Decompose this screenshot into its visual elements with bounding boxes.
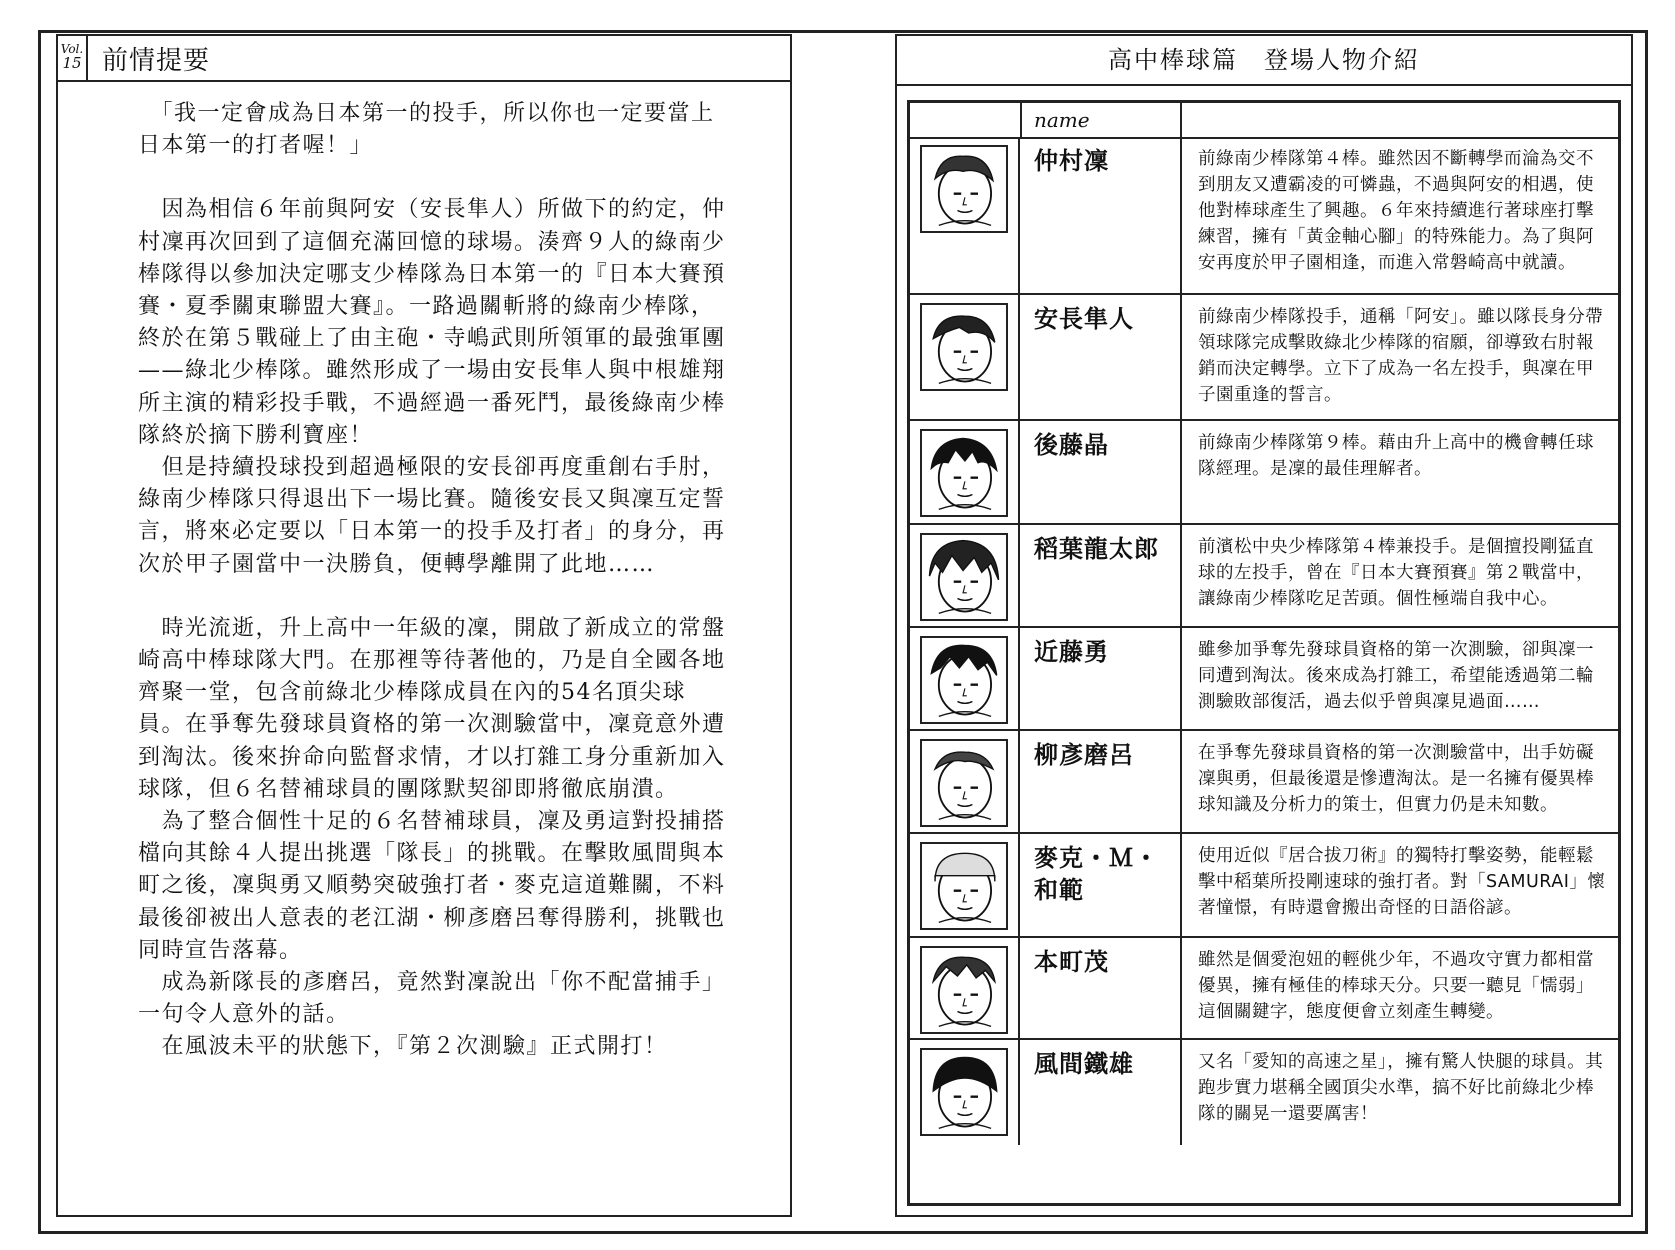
summary-header (58, 36, 790, 82)
character-description: 又名「愛知的高速之星」，擁有驚人快腿的球員。其跑步實力堪稱全國頂尖水準，搞不好比前綠北少棒隊的關晃一還要厲害！ (1198, 1052, 1604, 1124)
character-name: 仲村凜 (1022, 137, 1182, 293)
portrait-anaga-image (920, 303, 1008, 391)
character-row (910, 731, 1618, 834)
portrait-cell (910, 421, 1020, 523)
character-row (910, 834, 1618, 938)
header-name-cell: name (1022, 103, 1182, 137)
portrait-goto-image (920, 429, 1008, 517)
header-portrait-cell (910, 103, 1022, 137)
summary-body (138, 98, 728, 1064)
character-name: 安長隼人 (1022, 295, 1182, 419)
character-name: 柳彥磨呂 (1022, 731, 1182, 832)
summary-paragraph: 在風波未平的狀態下，『第２次測驗』正式開打！ (138, 1034, 668, 1060)
character-row (910, 938, 1618, 1040)
character-table (907, 100, 1621, 1206)
volume-prefix: Vol. (60, 42, 84, 56)
table-header (910, 103, 1618, 139)
portrait-cell (910, 295, 1020, 419)
character-name: 麥克・Ｍ・和範 (1022, 834, 1182, 936)
character-name: 近藤勇 (1022, 628, 1182, 729)
summary-paragraph: 時光流逝，升上高中一年級的凜，開啟了新成立的常盤崎高中棒球隊大門。在那裡等待著他的，乃是自全國各地齊聚一堂，包含前綠北少棒隊成員在內的54名頂尖球員。在爭奪先發球員資格的第一次測驗當中，凜竟意外遭到淘汰。後來拚命向監督求情，才以打雜工身分重新加入球隊，但６名替補球員的團隊默契卻即將徹底崩潰。 (138, 615, 726, 802)
summary-title: 前情提要 (102, 46, 211, 76)
summary-paragraph: 但是持續投球投到超過極限的安長卻再度重創右手肘，綠南少棒隊只得退出下一場比賽。隨後安長又與凜互定誓言，將來必定要以「日本第一的投手及打者」的身分，再次於甲子園當中一決勝負，便轉學離開了此地…… (138, 455, 726, 577)
portrait-honmachi-image (920, 946, 1008, 1034)
summary-page (56, 34, 792, 1217)
portrait-cell (910, 834, 1020, 936)
portrait-yanagi-image (920, 739, 1008, 827)
portrait-mike-image (920, 842, 1008, 930)
character-description: 前綠南少棒隊第９棒。藉由升上高中的機會轉任球隊經理。是凜的最佳理解者。 (1198, 433, 1594, 479)
character-row (910, 421, 1618, 525)
character-row (910, 525, 1618, 628)
character-description: 雖參加爭奪先發球員資格的第一次測驗，卻與凜一同遭到淘汰。後來成為打雜工，希望能透過第二輪測驗敗部復活，過去似乎曾與凜見過面…… (1198, 640, 1594, 712)
summary-paragraph: 「我一定會成為日本第一的投手，所以你也一定要當上日本第一的打者喔！」 (138, 101, 715, 159)
volume-label (58, 36, 88, 80)
character-description: 前綠南少棒隊第４棒。雖然因不斷轉學而淪為交不到朋友又遭霸凌的可憐蟲，不過與阿安的相遇，使他對棒球產生了興趣。６年來持續進行著球座打擊練習，擁有「黃金軸心腳」的特殊能力。為了與阿安再度於甲子園相逢，而進入常磐崎高中就讀。 (1198, 149, 1594, 273)
portrait-nakamura-image (920, 145, 1008, 233)
character-name: 本町茂 (1022, 938, 1182, 1038)
portrait-cell (910, 137, 1020, 293)
volume-number: 15 (62, 54, 82, 72)
portrait-kondo-image (920, 636, 1008, 724)
character-name: 稻葉龍太郎 (1022, 525, 1182, 626)
summary-paragraph: 因為相信６年前與阿安（安長隼人）所做下的約定，仲村凜再次回到了這個充滿回憶的球場。湊齊９人的綠南少棒隊得以參加決定哪支少棒隊為日本第一的『日本大賽預賽・夏季關東聯盟大賽』。一路過關斬將的綠南少棒隊，終於在第５戰碰上了由主砲・寺嶋武則所領軍的最強軍團——綠北少棒隊。雖然形成了一場由安長隼人與中根雄翔所主演的精彩投手戰，不過經過一番死鬥，最後綠南少棒隊終於摘下勝利寶座！ (138, 197, 726, 448)
character-description: 前綠南少棒隊投手，通稱「阿安」。雖以隊長身分帶領球隊完成擊敗綠北少棒隊的宿願，卻導致右肘報銷而決定轉學。立下了成為一名左投手，與凜在甲子園重逢的誓言。 (1198, 307, 1604, 405)
character-description: 在爭奪先發球員資格的第一次測驗當中，出手妨礙凜與勇，但最後還是慘遭淘汰。是一名擁有優異棒球知識及分析力的策士，但實力仍是未知數。 (1198, 743, 1594, 815)
character-name: 風間鐵雄 (1022, 1040, 1182, 1145)
character-description: 前濱松中央少棒隊第４棒兼投手。是個擅投剛猛直球的左投手，曾在『日本大賽預賽』第２戰當中，讓綠南少棒隊吃足苦頭。個性極端自我中心。 (1198, 537, 1594, 609)
portrait-kazama-image (920, 1048, 1008, 1136)
character-name: 後藤晶 (1022, 421, 1182, 523)
portrait-cell (910, 731, 1020, 832)
character-description: 使用近似『居合拔刀術』的獨特打擊姿勢，能輕鬆擊中稻葉所投剛速球的強打者。對「SAMURAI」懷著憧憬，有時還會搬出奇怪的日語俗諺。 (1198, 846, 1606, 918)
portrait-cell (910, 938, 1020, 1038)
character-page-title: 高中棒球篇 登場人物介紹 (897, 36, 1631, 86)
character-row (910, 137, 1618, 295)
character-row (910, 1040, 1618, 1145)
portrait-cell (910, 1040, 1020, 1145)
character-description: 雖然是個愛泡妞的輕佻少年，不過攻守實力都相當優異，擁有極佳的棒球天分。只要一聽見「懦弱」這個關鍵字，態度便會立刻產生轉變。 (1198, 950, 1594, 1022)
character-row (910, 295, 1618, 421)
portrait-cell (910, 628, 1020, 729)
summary-paragraph: 為了整合個性十足的６名替補球員，凜及勇這對投捕搭檔向其餘４人提出挑選「隊長」的挑戰。在擊敗風間與本町之後，凜與勇又順勢突破強打者・麥克這道難關，不料最後卻被出人意表的老江湖・柳彥磨呂奪得勝利，挑戰也同時宣告落幕。 (138, 809, 726, 963)
character-page (895, 34, 1633, 1217)
portrait-inaba-image (920, 533, 1008, 621)
summary-paragraph: 成為新隊長的彥磨呂，竟然對凜說出「你不配當捕手」一句令人意外的話。 (138, 970, 726, 1028)
portrait-cell (910, 525, 1020, 626)
character-row (910, 628, 1618, 731)
